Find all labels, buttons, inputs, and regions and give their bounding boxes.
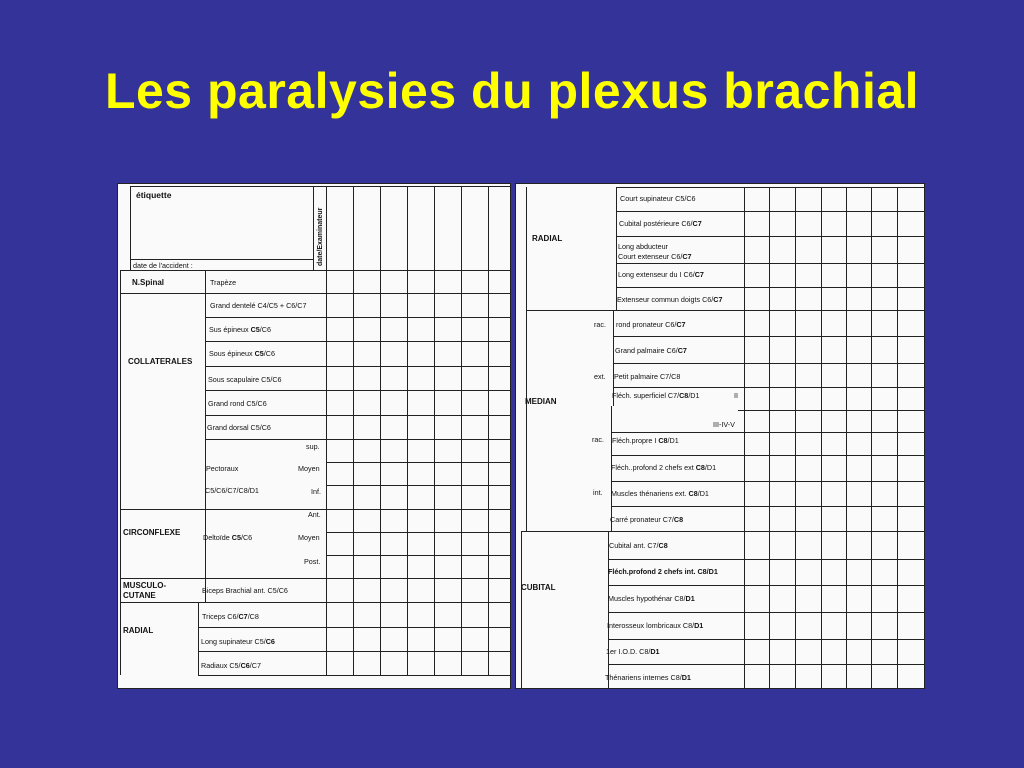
muscle-label: 1er I.O.D. C8/D1 — [606, 647, 660, 656]
muscle-label: Thénariens internes C8/D1 — [605, 673, 691, 682]
rac-label: rac. — [592, 435, 604, 444]
muscle-label: Muscles thénariens ext. C8/D1 — [611, 489, 709, 498]
muscle-label: Biceps Brachial ant. C5/C6 — [202, 586, 288, 595]
muscle-label: Grand palmaire C6/C7 — [615, 346, 687, 355]
left-assessment-sheet — [117, 183, 511, 689]
muscle-label: Muscles hypothénar C8/D1 — [608, 594, 695, 603]
flech-finger-ii: II — [734, 391, 738, 400]
muscle-label: rond pronateur C6/C7 — [616, 320, 686, 329]
muscle-label: Sus épineux C5/C6 — [209, 325, 271, 334]
group-radial: RADIAL — [532, 234, 563, 243]
right-assessment-sheet — [515, 183, 925, 689]
muscle-label: Fléch. superficiel C7/C8/D1 — [612, 391, 700, 400]
group-cubital: CUBITAL — [521, 583, 556, 592]
muscle-label: Grand rond C5/C6 — [208, 399, 267, 408]
pectoraux-roots: C5/C6/C7/C8/D1 — [205, 486, 259, 495]
muscle-label: Interosseux lombricaux C8/D1 — [607, 621, 704, 630]
group-circonflexe: CIRCONFLEXE — [123, 528, 181, 537]
muscle-label: Cubital ant. C7/C8 — [609, 541, 668, 550]
muscle-label: Grand dorsal C5/C6 — [207, 423, 271, 432]
muscle-label: Long extenseur du I C6/C7 — [618, 270, 704, 279]
muscle-label: Grand dentelé C4/C5 + C6/C7 — [210, 301, 307, 310]
muscle-label: Court supinateur C5/C6 — [620, 194, 696, 203]
muscle-label: Fléch..profond 2 chefs ext C8/D1 — [611, 463, 717, 472]
group-musculo-line2: CUTANE — [123, 591, 156, 600]
group-collaterales: COLLATERALES — [128, 357, 193, 366]
ext-label: ext. — [594, 372, 606, 381]
muscle-label: Sous scapulaire C5/C6 — [208, 375, 282, 384]
rac-label: rac. — [594, 320, 606, 329]
date-accident-label: date de l'accident : — [133, 261, 193, 270]
muscle-label: Long supinateur C5/C6 — [201, 637, 275, 646]
muscle-label: Fléch.propre I C8/D1 — [612, 436, 679, 445]
muscle-label: Radiaux C5/C6/C7 — [201, 661, 261, 670]
group-spinal: N.Spinal — [132, 278, 165, 287]
pectoraux-inf-label: Inf. — [311, 487, 321, 496]
muscle-label: Fléch.profond 2 chefs int. C8/D1 — [608, 567, 718, 576]
pectoraux-moyen-label: Moyen — [298, 464, 320, 473]
flech-finger-iii-v: III-IV-V — [713, 420, 735, 429]
muscle-label: Carré pronateur C7/C8 — [610, 515, 684, 524]
muscle-label: Triceps C6/C7/C8 — [202, 612, 259, 621]
deltoide-moyen-label: Moyen — [298, 533, 320, 542]
int-label: int. — [593, 488, 603, 497]
etiquette-label: étiquette — [136, 190, 172, 200]
muscle-label: Sous épineux C5/C6 — [209, 349, 275, 358]
group-musculo-line1: MUSCULO- — [123, 581, 167, 590]
group-median: MEDIAN — [525, 397, 557, 406]
deltoide-ant-label: Ant. — [308, 510, 321, 519]
muscle-label: Deltoïde C5/C6 — [203, 533, 253, 542]
slide-title: Les paralysies du plexus brachial — [104, 63, 920, 119]
date-examinateur-label: date/Examinateur — [317, 207, 324, 266]
muscle-label: Petit palmaire C7/C8 — [614, 372, 681, 381]
muscle-label: Court extenseur C6/C7 — [618, 252, 692, 261]
muscle-label: Trapèze — [210, 278, 237, 287]
muscle-label: Cubital postérieure C6/C7 — [619, 219, 702, 228]
deltoide-post-label: Post. — [304, 557, 321, 566]
muscle-label: Extenseur commun doigts C6/C7 — [617, 295, 723, 304]
pectoraux-label: Pectoraux — [206, 464, 239, 473]
pectoraux-sup-label: sup. — [306, 442, 320, 451]
group-radial: RADIAL — [123, 626, 154, 635]
muscle-label: Long abducteur — [618, 242, 668, 251]
